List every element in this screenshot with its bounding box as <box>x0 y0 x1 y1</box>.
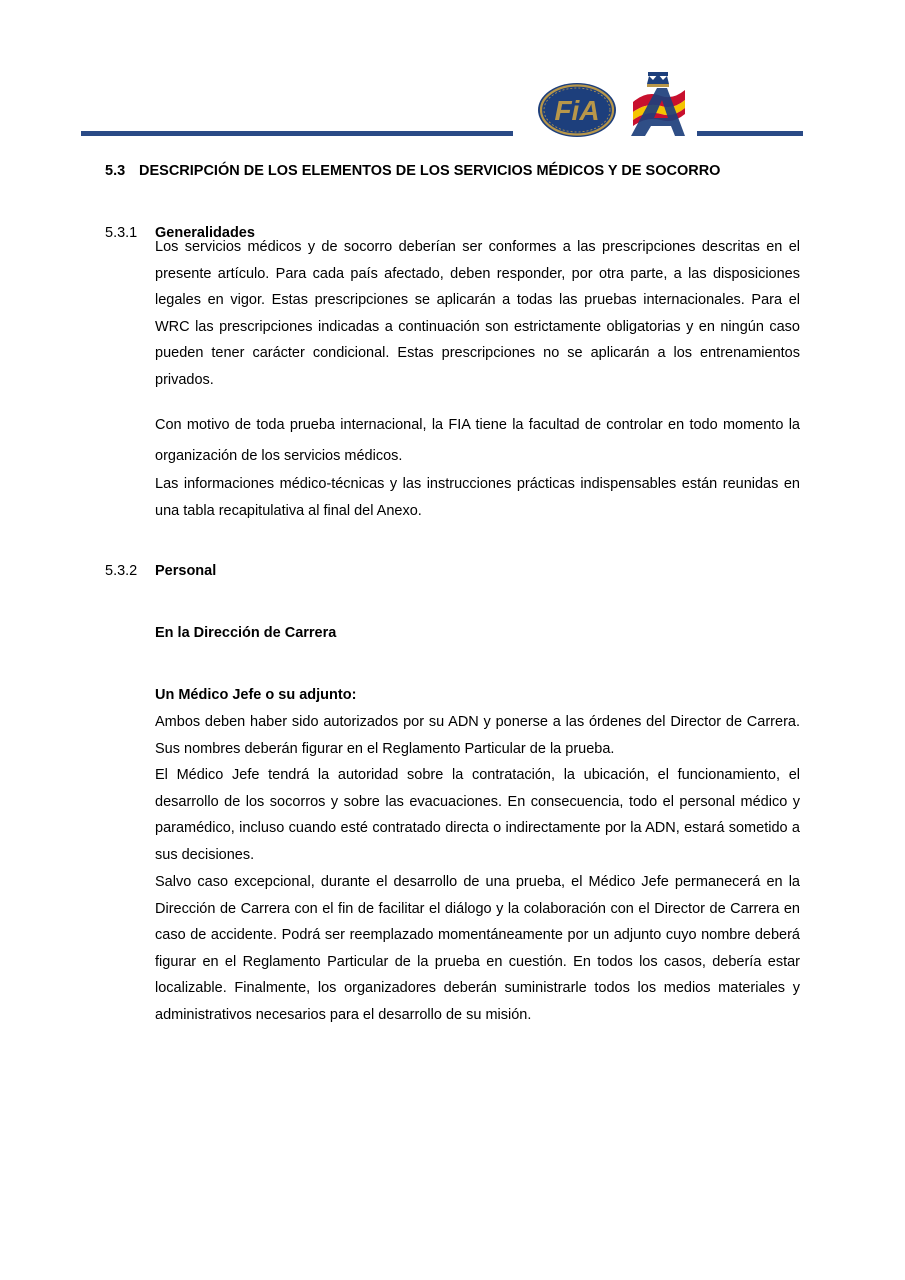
section-number: 5.3 <box>105 163 126 179</box>
subsection-title: Generalidades <box>155 225 255 241</box>
subsection-number: 5.3.2 <box>105 563 138 579</box>
rfea-logo-icon <box>627 70 689 138</box>
paragraph: Las informaciones médico-técnicas y las instrucciones prácticas indispensables están reunidas en una tabla recapitulativa al final del Anexo. <box>155 476 800 519</box>
header-rule-left <box>81 131 513 136</box>
section-title: DESCRIPCIÓN DE LOS ELEMENTOS DE LOS SERVICIOS MÉDICOS Y DE SOCORRO <box>139 163 721 179</box>
heading-direccion-carrera: En la Dirección de Carrera <box>155 625 337 641</box>
subsection-heading-personal <box>105 563 216 579</box>
subsection-number: 5.3.1 <box>105 225 138 241</box>
section-heading <box>105 163 720 179</box>
fia-logo-text: FiA <box>554 95 600 126</box>
fia-logo-icon <box>537 82 617 138</box>
heading-medico-jefe: Un Médico Jefe o su adjunto: <box>155 687 357 703</box>
header-rule-right <box>697 131 803 136</box>
paragraph: Salvo caso excepcional, durante el desarrollo de una prueba, el Médico Jefe permanecerá en la Dirección de Carrera con el fin de facilitar el diálogo y la colaboración con el Director de Carrera en caso de accidente. Podrá ser reemplazado momentáneamente por un adjunto cuyo nombre deberá figurar en el Reglamento Particular de la prueba en cuestión. En todos los casos, debería estar localizable. Finalmente, los organizadores deberán suministrarle todos los medios materiales y administrativos necesarios para el desarrollo de su misión. <box>155 874 800 1023</box>
paragraph: Ambos deben haber sido autorizados por su ADN y ponerse a las órdenes del Director de Carrera. Sus nombres deberán figurar en el Reglamento Particular de la prueba. <box>155 714 800 757</box>
subsection-title: Personal <box>155 563 217 579</box>
page-header <box>0 0 905 145</box>
paragraph: El Médico Jefe tendrá la autoridad sobre la contratación, la ubicación, el funcionamiento, el desarrollo de los socorros y sobre las evacuaciones. En consecuencia, todo el personal médico y paramédico, incluso cuando esté contratado directa o indirectamente por la ADN, estará sometido a sus decisiones. <box>155 767 800 863</box>
paragraph: Los servicios médicos y de socorro deberían ser conformes a las prescripciones descritas en el presente artículo. Para cada país afectado, deben responder, por otra parte, a las disposiciones legales en vigor. Estas prescripciones se aplicarán a todas las pruebas internacionales. Para el WRC las prescripciones indicadas a continuación son estrictamente obligatorias y en ningún caso pueden tener carácter condicional. Estas prescripciones no se aplicarán a los entrenamientos privados. <box>155 239 800 388</box>
paragraph: Con motivo de toda prueba internacional, la FIA tiene la facultad de controlar en todo momento la organización de los servicios médicos. <box>155 417 800 464</box>
